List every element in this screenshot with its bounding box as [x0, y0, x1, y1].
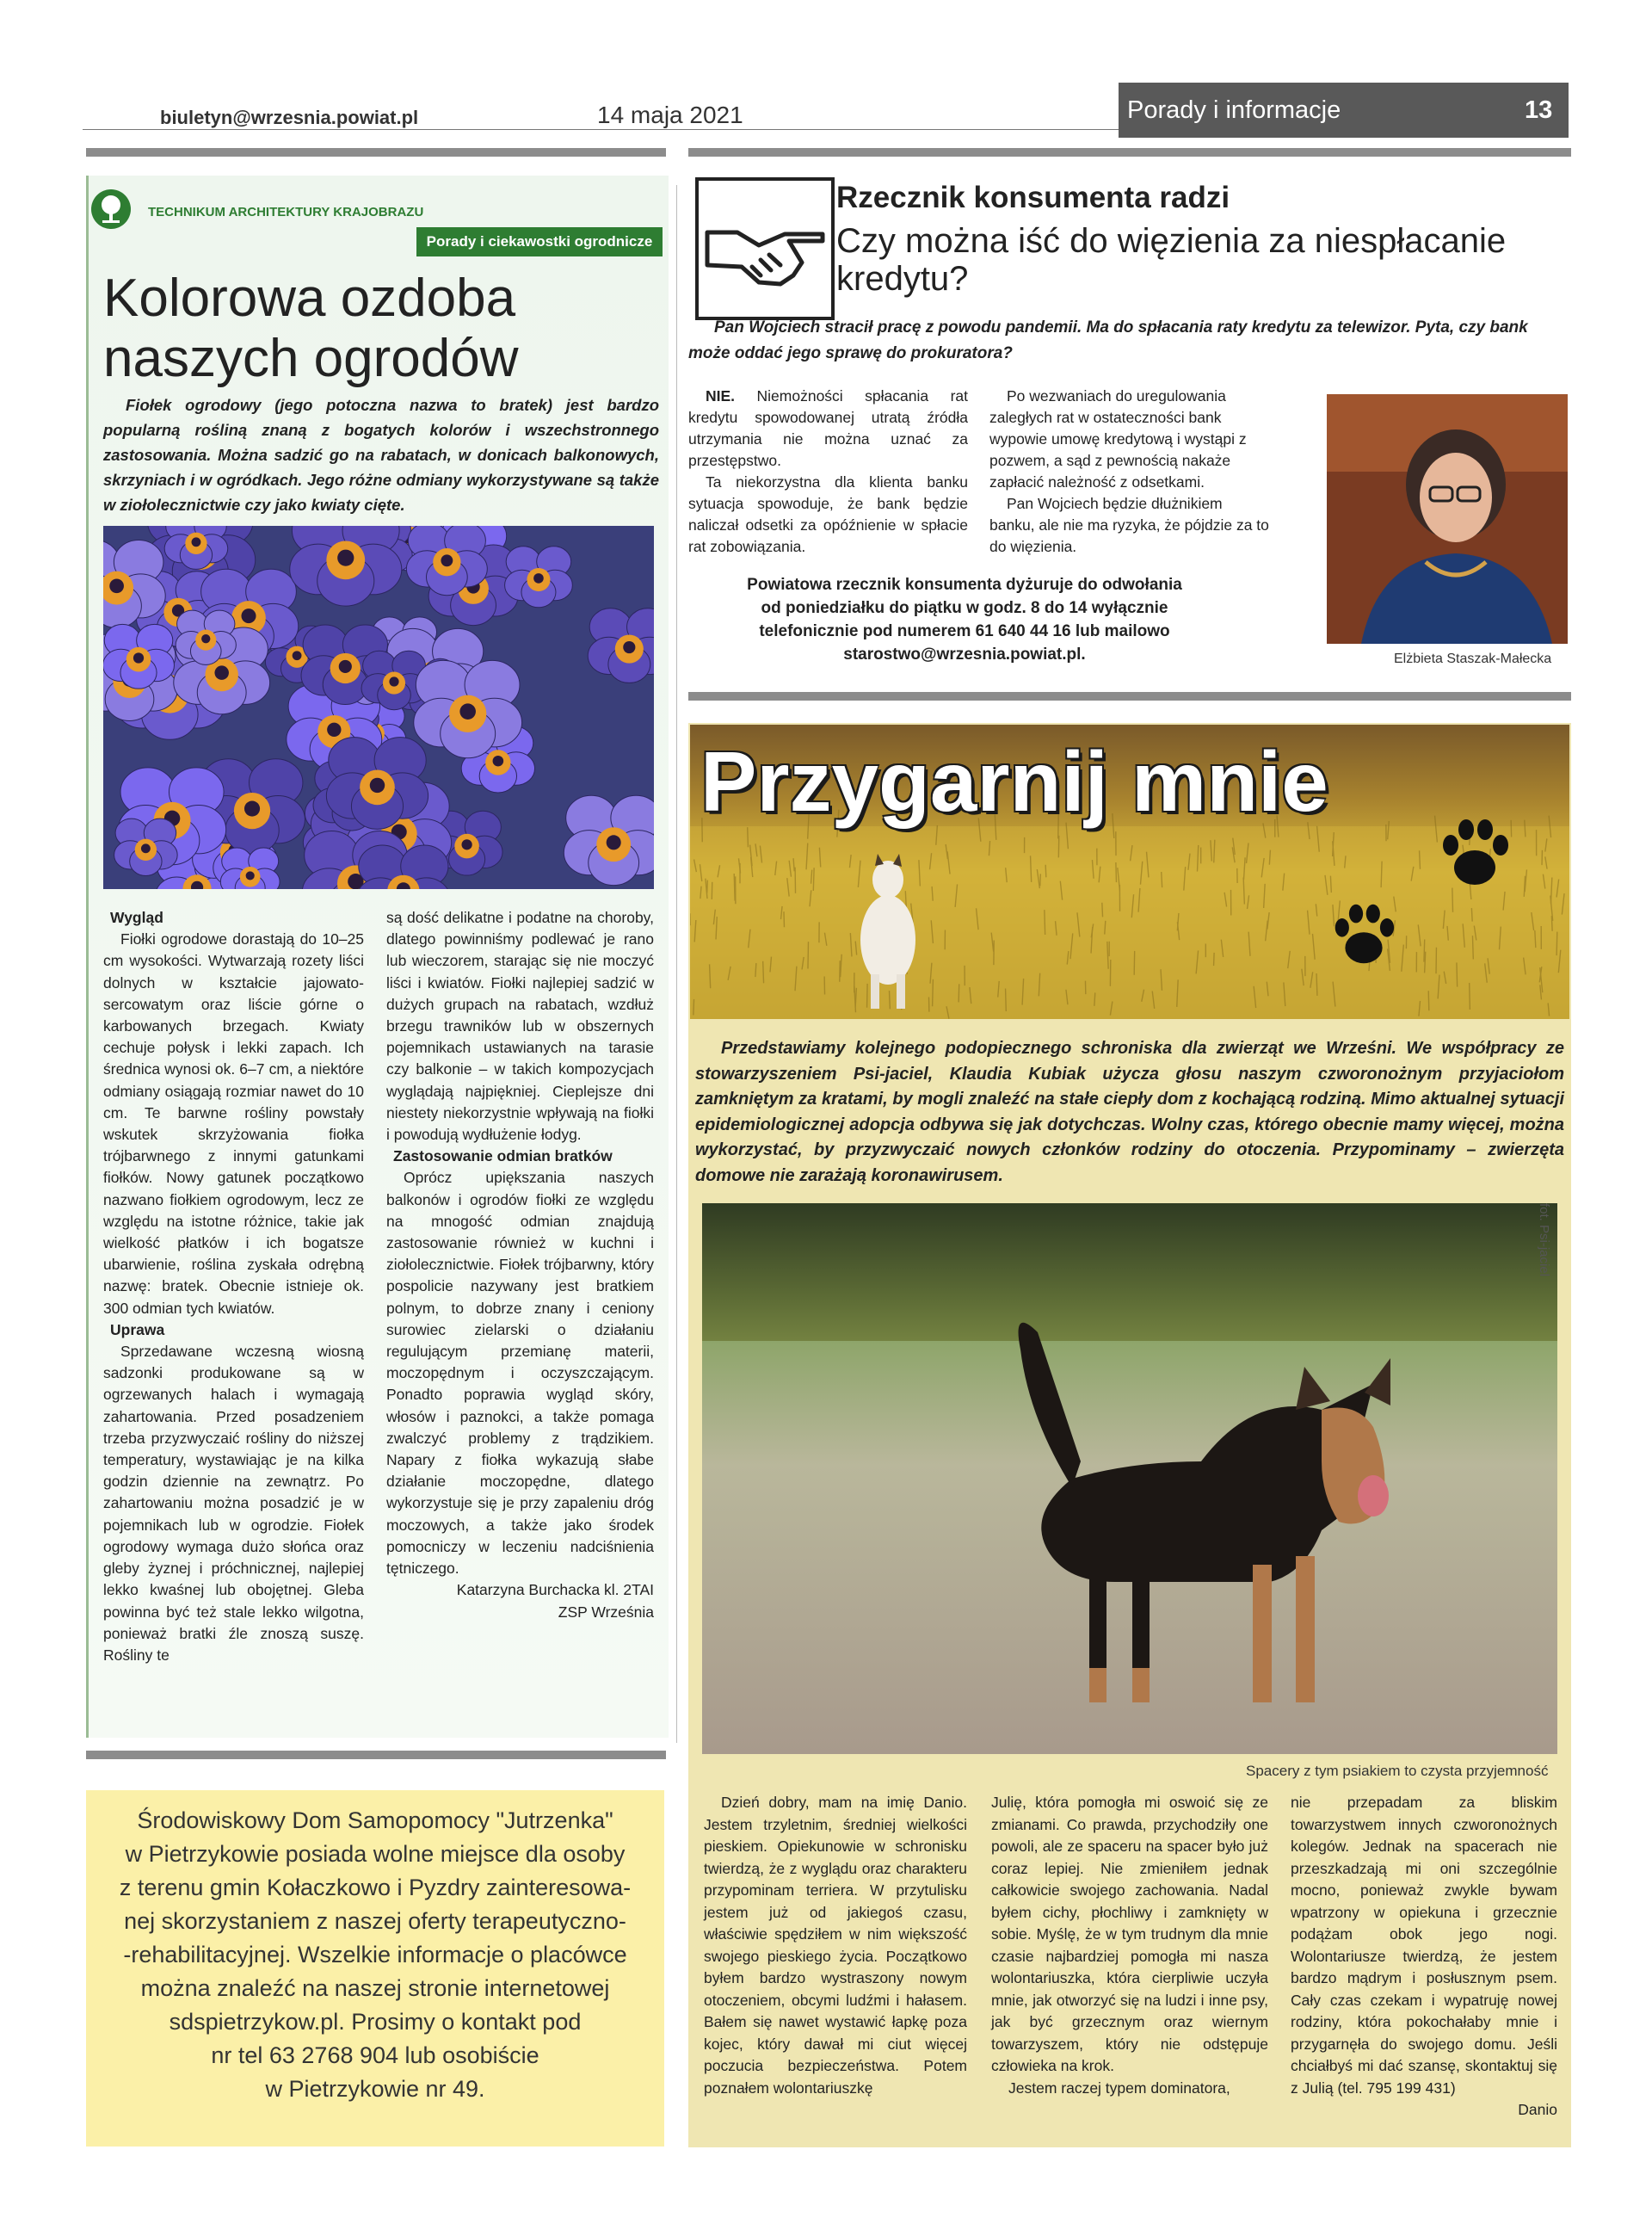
pansy-flower: [588, 608, 654, 683]
header-rule: [83, 129, 1119, 130]
author-signature: Katarzyna Burchacka kl. 2TAI: [456, 1581, 654, 1599]
duty-line: starostwo@wrzesnia.powiat.pl.: [843, 646, 1086, 664]
dog-story-paragraph: Dzień dobry, mam na imię Danio. Jestem trzyletnim, średniej wielkości pieskiem. Opiekunowie w schronisku twierdzą, że z wyglądu oraz charakteru przypominam terriera. W przytulisku jestem już od jakiegoś czasu, właściwie spędziłem w nim większość swojego pieskiego życia. Początkowo byłem bardzo wystraszony nowym otoczeniem, obcymi ludźmi i hałasem. Bałem się nawet wystawić łapkę poza kojec, który dawał mi ciut więcej poczucia bezpieczeństwa. Potem poznałem wolontariuszkę: [704, 1794, 967, 2097]
garden-paragraph: Fiołki ogrodowe dorastają do 10–25 cm wysokości. Wytwarzają rozety liści dolnych w kształcie jajowato-sercowatym oraz liście górne o karbowanych brzegach. Kwiaty cechuje połysk i lekki zapach. Ich średnica wynosi ok. 6–7 cm, a niektóre odmiany osiągają rozmiar nawet do 10 cm. Te barwne rośliny powstały wskutek skrzyżowania fiołka trójbarwnego z innymi gatunkami fiołków. Nowy gatunek początkowo nazwano fiołkiem ogrodowym, lecz ze względu na istotne różnice, takie jak wielkość płatków i ich bogatsze ubarwienie, roślina zyskała odrębną nazwę: bratek. Obecnie istnieje ok. 300 odmian tych kwiatów.: [103, 930, 364, 1317]
page-number: 13: [1525, 96, 1553, 124]
left-top-bar: [86, 148, 666, 157]
consumer-column-1: [688, 386, 968, 558]
adoption-title: Przygarnij mnie: [700, 734, 1328, 829]
consumer-paragraph: Po wezwaniach do uregulowania zaległych rat w ostateczności bank wypowie umowę kredytową i wystąpi z pozwem, a sąd z pewnością nakaże zapłacić należność z odsetkami.: [989, 387, 1247, 491]
handshake-icon: [695, 177, 835, 320]
consumer-ombudsman-portrait: [1327, 394, 1568, 644]
pansy-flower: [114, 818, 178, 875]
dog-story-column-3: [1291, 1792, 1557, 2122]
heading-cultivation: Uprawa: [110, 1320, 165, 1338]
consumer-paragraph: Ta niekorzystna dla klienta banku sytuacja spowoduje, że bank będzie naliczał odsetki za opóźnienie w spłacie rat zobowiązania.: [688, 473, 968, 555]
column-divider: [676, 185, 677, 1743]
notice-line: -rehabilitacyjnej. Wszelkie informacje o placówce: [123, 1942, 627, 1967]
pansy-flower: [326, 738, 428, 830]
paw-print-icon: [1432, 809, 1518, 895]
garden-category-tag: Porady i ciekawostki ogrodnicze: [416, 227, 663, 256]
adoption-lead: Przedstawiamy kolejnego podopiecznego schroniska dla zwierząt we Wrześni. We współpracy ze stowarzyszeniem Psi-jaciel, Klaudia Kubiak użycza głosu naszym czworonożnym przyjaciołom zamkniętym za kratami, by mogli znaleźć na stałe ciepły dom z kochającą rodziną. Mimo aktualnej sytuacji epidemiologicznej adopcja odbywa się jak dotychczas. Wolny czas, którego obecnie mamy więcej, można wykorzystać, by przyzwyczaić nowych członków rodziny do otoczenia. Przypominamy – zwierzęta domowe nie zarażają koronawirusem.: [695, 1039, 1564, 1185]
dog-danio-photo: [702, 1203, 1557, 1754]
dog-signature: Danio: [1518, 2101, 1557, 2118]
right-top-bar: [688, 148, 1571, 157]
heading-uses: Zastosowanie odmian bratków: [393, 1147, 613, 1165]
consumer-paragraph: Niemożności spłacania rat kredytu spowodowanej utratą źródła utrzymania nie można uznać za przestępstwo.: [688, 387, 968, 469]
notice-line: można znaleźć na naszej stronie internetowej: [140, 1975, 610, 2001]
pansy-flower: [406, 526, 487, 596]
duty-line: od poniedziałku do piątku w godz. 8 do 14 wyłącznie: [761, 599, 1168, 617]
garden-paragraph: są dość delikatne i podatne na choroby, dlatego powinniśmy podlewać je rano lub wieczorem, starając się nie moczyć liści i kwiatów. Fiołki najlepiej sadzić w dużych grupach na rabatach, wzdłuż brzegu trawników lub w obszernych pojemnikach ustawianych na tarasie czy balkonie – w takich kompozycjach wyglądają najpiękniej. Cieplejsze dni niestety niekorzystnie wpływają na fiołki i powodują wydłużenie łodyg.: [386, 909, 654, 1144]
notice-line: z terenu gmin Kołaczkowo i Pyzdry zainteresowa-: [119, 1875, 632, 1900]
author-school: ZSP Września: [558, 1603, 654, 1621]
garden-paragraph: Sprzedawane wczesną wiosną sadzonki produkowane są w ogrzewanych halach i wymagają zahartowania. Przed posadzeniem trzeba przyzwyczaić rośliny do niższej temperatury, wystawiając je na kilka godzin dziennie na zewnątrz. Po zahartowaniu można posadzić je w pojemnikach lub w ogrodzie. Fiołek ogrodowy wymaga dużo słońca oraz gleby żyznej i próchnicznej, najlepiej lekko kwaśnej lub obojętnej. Gleba powinna być też stale lekko wilgotna, ponieważ bratki źle znoszą suszę. Rośliny te: [103, 1343, 364, 1664]
dog-photo-caption: Spacery z tym psiakiem to czysta przyjemność: [1246, 1763, 1549, 1779]
paw-print-icon: [1325, 895, 1402, 973]
consumer-column-title: Rzecznik konsumenta radzi: [836, 181, 1230, 214]
portrait-caption: Elżbieta Staszak-Małecka: [1394, 652, 1552, 666]
consumer-lead: Pan Wojciech stracił pracę z powodu pandemii. Ma do spłacania raty kredytu za telewizor. Pyta, czy bank może oddać jego sprawę do prokuratora?: [688, 318, 1528, 362]
notice-line: Środowiskowy Dom Samopomocy "Jutrzenka": [137, 1807, 613, 1833]
dog-story-paragraph: nie przepadam za bliskim towarzystwem innych czworonożnych kolegów. Jednak na spacerach nie przeszkadzają mi oni szczególnie mocno, ponieważ zwykle bywam wpatrzony w opiekuna i grzecznie podążam obok jego nogi. Wolontariusze twierdzą, że jestem bardzo mądrym i posłusznym psem. Cały czas czekam i wypatruję nowej rodziny, która pokochałaby mnie i przygarnęła do swojego domu. Jeśli chciałbyś mi dać szansę, skontaktuj się z Julią (tel. 795 199 431): [1291, 1794, 1557, 2097]
notice-line: w Pietrzykowie posiada wolne miejsce dla osoby: [125, 1841, 626, 1867]
jutrzenka-notice-text: [93, 1804, 657, 2106]
consumer-question: Czy można iść do więzienia za niespłacanie kredytu?: [836, 222, 1507, 298]
left-bottom-bar: [86, 1751, 666, 1759]
pansy-flower: [103, 624, 174, 689]
dog-story-column-1: [704, 1792, 967, 2099]
garden-column-2: [386, 907, 654, 1623]
pansy-flower: [564, 795, 654, 885]
garden-article-title: Kolorowa ozdoba naszych ogrodów: [103, 269, 519, 388]
school-logo-icon: [89, 188, 133, 231]
notice-line: nr tel 63 2768 904 lub osobiście: [211, 2042, 539, 2068]
consumer-column-2: [989, 386, 1269, 558]
heading-appearance: Wygląd: [110, 909, 163, 926]
school-name: TECHNIKUM ARCHITEKTURY KRAJOBRAZU: [148, 205, 424, 219]
dog-story-column-2: [991, 1792, 1268, 2099]
garden-article-lead: Fiołek ogrodowy (jego potoczna nazwa to bratek) jest bardzo popularną rośliną znaną z bogatych kolorów i wszechstronnego zastosowania. Można sadzić go na rabatach, w donicach balkonowych, skrzyniach i w ogródkach. Jego różne odmiany wykorzystywane są także w ziołolecznictwie czy jako kwiaty cięte.: [103, 396, 659, 514]
pansy-flower: [414, 660, 522, 757]
pansy-flower: [505, 547, 573, 608]
notice-line: sdspietrzykow.pl. Prosimy o kontakt pod: [169, 2009, 582, 2035]
dog-story-paragraph: Julię, która pomogła mi oswoić się ze zmianami. Co prawda, przychodziły one powoli, ale ze spaceru na spacer było już coraz lepiej. Nie zmieniłem jednak całkowicie swojego zachowania. Nadal byłem cichy, płochliwy i zamknięty w sobie. Myślę, że w tym trudnym dla mnie czasie najbardziej pomogła mi nasza wolontariuszka, która cierpliwie uczyła mnie, jak otworzyć się na ludzi i inne psy, jak być grzecznym oraz wiernym towarzyszem, który nie odstępuje człowieka na krok.: [991, 1794, 1268, 2074]
notice-line: w Pietrzykowie nr 49.: [265, 2076, 485, 2102]
pansy-flower: [176, 610, 236, 664]
duty-line: Powiatowa rzecznik konsumenta dyżuruje do odwołania: [747, 576, 1182, 594]
garden-column-1: [103, 907, 364, 1666]
section-title: Porady i informacje: [1127, 96, 1341, 124]
pansy-photo: [103, 526, 654, 889]
consumer-paragraph: Pan Wojciech będzie dłużnikiem banku, ale nie ma ryzyka, że pójdzie za to do więzienia.: [989, 495, 1269, 555]
answer-no: NIE.: [706, 387, 736, 405]
duty-line: telefonicznie pod numerem 61 640 44 16 lub mailowo: [759, 622, 1170, 640]
photo-credit: fot. Psi-jaciel: [1537, 1203, 1551, 1277]
issue-date: 14 maja 2021: [597, 102, 743, 128]
garden-paragraph: Oprócz upiększania naszych balkonów i ogrodów fiołki ze względu na mnogość odmian znajdują zastosowanie również w kuchni i ziołolecznictwie. Fiołek trójbarwny, który pospolicie nazywany jest bratkiem polnym, to dobrze znany i ceniony surowiec zielarski o działaniu regulującym przemianę materii, moczopędnym i oczyszczającym. Ponadto poprawia wygląd skóry, włosów i paznokci, a także pomaga zwalczyć problemy z trądzikiem. Napary z fiołka wykazują słabe działanie moczopędne, dlatego wykorzystuje się je przy zapaleniu dróg moczowych, a także jako środek pomocniczy w leczeniu nadciśnienia tętniczego.: [386, 1169, 654, 1578]
consumer-bottom-bar: [688, 692, 1571, 701]
newsletter-email: biuletyn@wrzesnia.powiat.pl: [160, 107, 419, 128]
dog-story-paragraph: Jestem raczej typem dominatora,: [1008, 2079, 1230, 2097]
notice-line: nej skorzystaniem z naszej oferty terapeutyczno-: [124, 1908, 626, 1934]
consumer-duty-info: [709, 573, 1220, 666]
